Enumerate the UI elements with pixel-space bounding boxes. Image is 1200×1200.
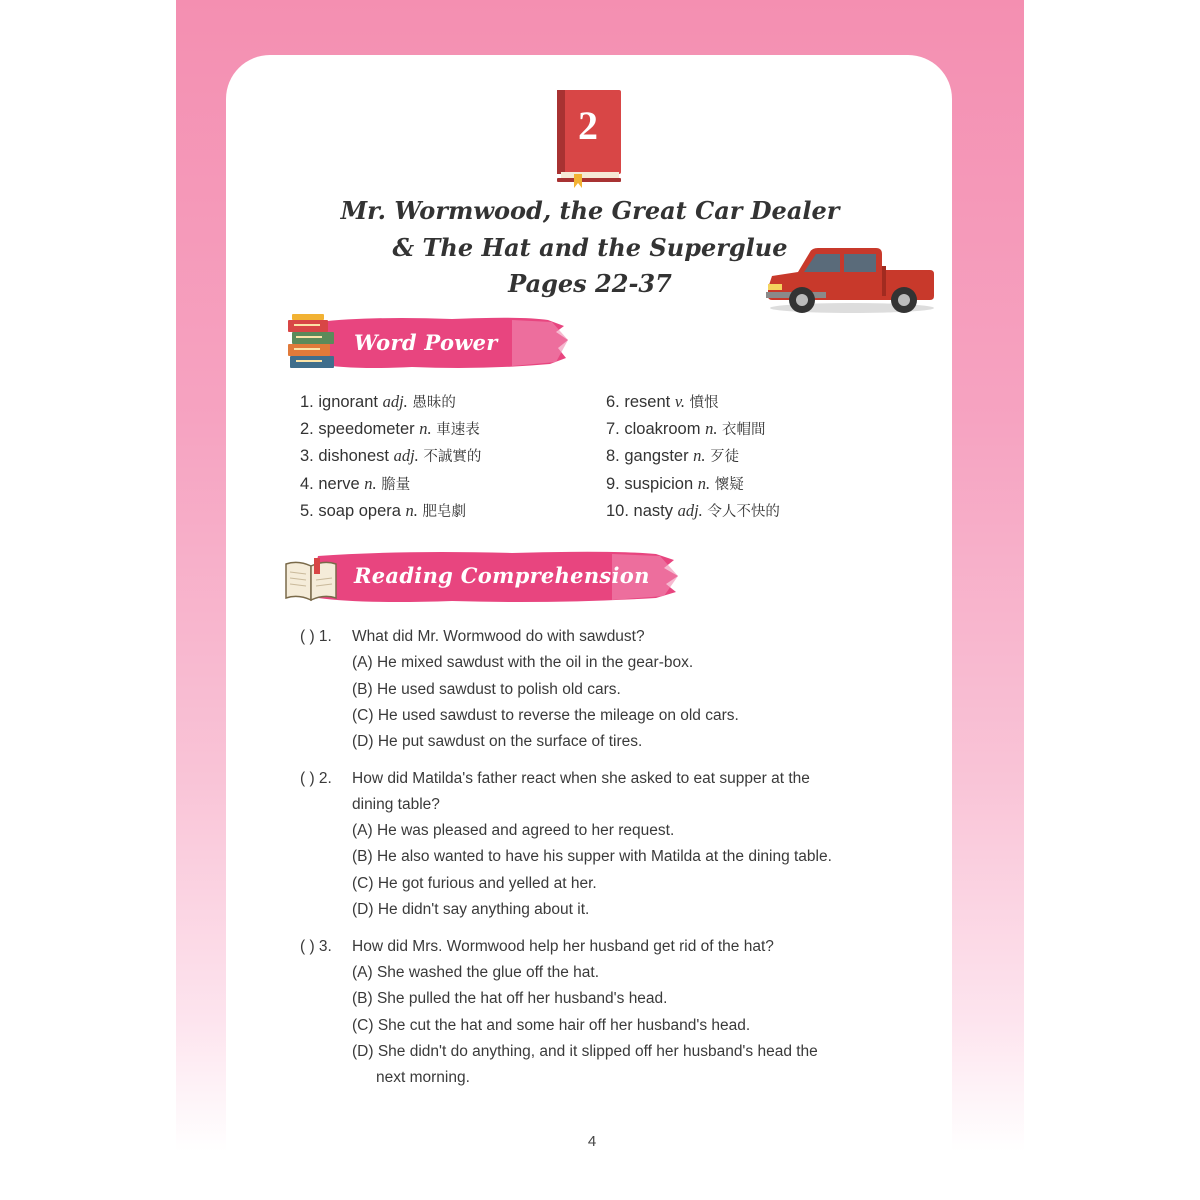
chapter-title-line-1: Mr. Wormwood, the Great Car Dealer <box>340 196 840 225</box>
option-c: (C) He used sawdust to reverse the mileage on old cars. <box>352 707 739 724</box>
question-text-cont: dining table? <box>352 796 440 813</box>
question-text: How did Matilda's father react when she asked to eat supper at the <box>352 770 810 787</box>
answer-blank[interactable]: ( ) 1. <box>300 628 332 645</box>
vocab-item: 8. gangster n. 歹徒 <box>606 446 740 465</box>
option-d: (D) He didn't say anything about it. <box>352 901 590 918</box>
vocab-item: 1. ignorant adj. 愚昧的 <box>300 392 456 411</box>
reading-comprehension-heading: Reading Comprehension <box>354 563 650 588</box>
chapter-title-line-2: & The Hat and the Superglue <box>392 232 788 262</box>
option-a: (A) He mixed sawdust with the oil in the gear-box. <box>352 654 694 671</box>
chapter-number: 2 <box>578 103 598 148</box>
option-b: (B) She pulled the hat off her husband's head. <box>352 990 668 1007</box>
page-number: 4 <box>587 1133 597 1150</box>
chapter-pages: Pages 22-37 <box>508 269 672 298</box>
open-book-icon <box>284 556 338 604</box>
word-power-heading: Word Power <box>354 330 498 355</box>
car-illustration <box>764 244 936 314</box>
option-b: (B) He also wanted to have his supper with Matilda at the dining table. <box>352 848 832 865</box>
question-text: What did Mr. Wormwood do with sawdust? <box>352 628 645 645</box>
vocab-item: 9. suspicion n. 懷疑 <box>606 474 744 493</box>
vocab-item: 6. resent v. 憤恨 <box>606 392 719 411</box>
option-d-cont: next morning. <box>376 1069 470 1086</box>
question-text: How did Mrs. Wormwood help her husband get rid of the hat? <box>352 938 774 955</box>
option-b: (B) He used sawdust to polish old cars. <box>352 681 621 698</box>
option-a: (A) She washed the glue off the hat. <box>352 964 600 981</box>
vocab-item: 10. nasty adj. 令人不快的 <box>606 501 780 520</box>
stacked-books-icon <box>286 312 338 370</box>
vocab-item: 2. speedometer n. 車速表 <box>300 419 480 438</box>
option-d: (D) He put sawdust on the surface of tires. <box>352 733 643 750</box>
answer-blank[interactable]: ( ) 2. <box>300 770 332 787</box>
option-c: (C) He got furious and yelled at her. <box>352 875 597 892</box>
vocab-item: 5. soap opera n. 肥皂劇 <box>300 501 466 520</box>
option-d: (D) She didn't do anything, and it slipped off her husband's head the <box>352 1043 818 1060</box>
option-a: (A) He was pleased and agreed to her request. <box>352 822 675 839</box>
vocab-item: 4. nerve n. 膽量 <box>300 474 411 493</box>
answer-blank[interactable]: ( ) 3. <box>300 938 332 955</box>
vocab-item: 7. cloakroom n. 衣帽間 <box>606 419 766 438</box>
vocab-item: 3. dishonest adj. 不誠實的 <box>300 446 482 465</box>
option-c: (C) She cut the hat and some hair off her husband's head. <box>352 1017 751 1034</box>
